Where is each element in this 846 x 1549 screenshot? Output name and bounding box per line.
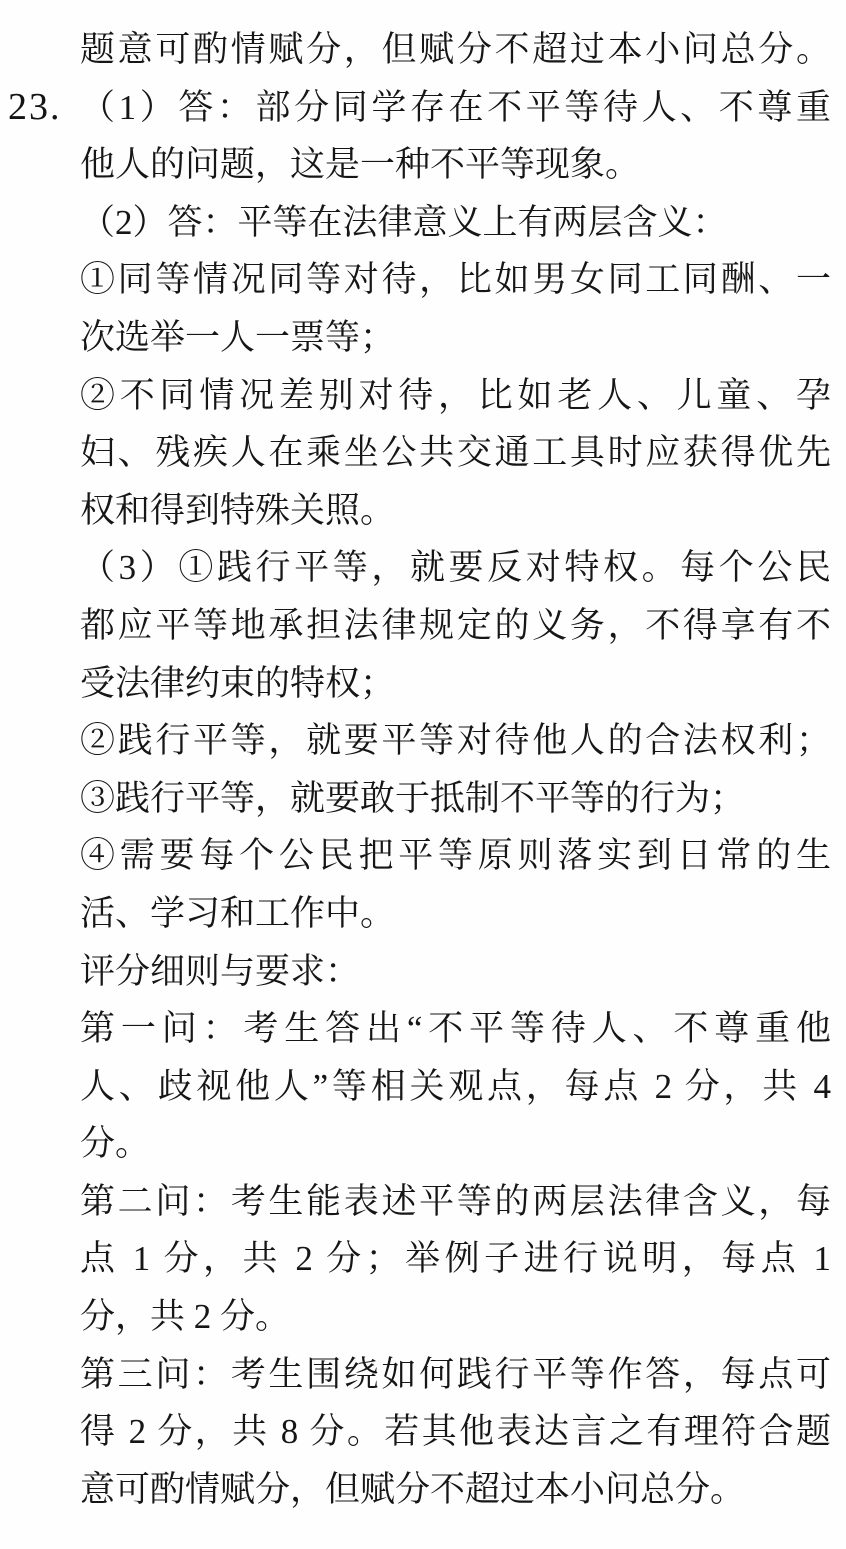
text-column bbox=[8, 21, 831, 1518]
text-line: 他人的问题，这是一种不平等现象。 bbox=[80, 145, 641, 185]
text-line: 意可酌情赋分，但赋分不超过本小问总分。 bbox=[80, 1469, 746, 1509]
text-line: 分，共 2 分。 bbox=[80, 1297, 291, 1337]
text-line: （3）①践行平等，就要反对特权。每个公民 bbox=[80, 548, 831, 588]
text-line: ④需要每个公民把平等原则落实到日常的生 bbox=[80, 836, 831, 876]
text-line: 都应平等地承担法律规定的义务，不得享有不 bbox=[80, 605, 831, 645]
text-line: 受法律约束的特权； bbox=[80, 663, 396, 703]
text-line: 第二问：考生能表述平等的两层法律含义，每 bbox=[80, 1181, 831, 1221]
text-line: ③践行平等，就要敢于抵制不平等的行为； bbox=[80, 778, 746, 818]
text-line: 点 1 分，共 2 分；举例子进行说明，每点 1 bbox=[80, 1239, 831, 1279]
text-line: ②不同情况差别对待，比如老人、儿童、孕 bbox=[80, 375, 831, 415]
text-line: 人、歧视他人”等相关观点，每点 2 分，共 4 bbox=[80, 1066, 831, 1106]
text-line: 23. （1）答：部分同学存在不平等待人、不尊重 bbox=[80, 79, 831, 137]
text-line: （2）答：平等在法律意义上有两层含义： bbox=[80, 202, 728, 242]
text-line: 妇、残疾人在乘坐公共交通工具时应获得优先 bbox=[80, 433, 831, 473]
text-line: 次选举一人一票等； bbox=[80, 317, 396, 357]
text-line: ①同等情况同等对待，比如男女同工同酬、一 bbox=[80, 260, 831, 300]
text-line: 题意可酌情赋分，但赋分不超过本小问总分。 bbox=[80, 30, 831, 69]
text-line: ②践行平等，就要平等对待他人的合法权利； bbox=[80, 721, 831, 761]
text-line: 分。 bbox=[80, 1124, 151, 1164]
text-line: 权和得到特殊关照。 bbox=[80, 490, 396, 530]
text-line: 第三问：考生围绕如何践行平等作答，每点可 bbox=[80, 1354, 831, 1394]
text-line: 第一问：考生答出“不平等待人、不尊重他 bbox=[80, 1009, 831, 1049]
text-line: 活、学习和工作中。 bbox=[80, 893, 396, 933]
text-line: 得 2 分，共 8 分。若其他表达言之有理符合题 bbox=[80, 1412, 831, 1452]
question-number: 23. bbox=[8, 85, 62, 128]
text-line: 评分细则与要求： bbox=[80, 951, 361, 991]
